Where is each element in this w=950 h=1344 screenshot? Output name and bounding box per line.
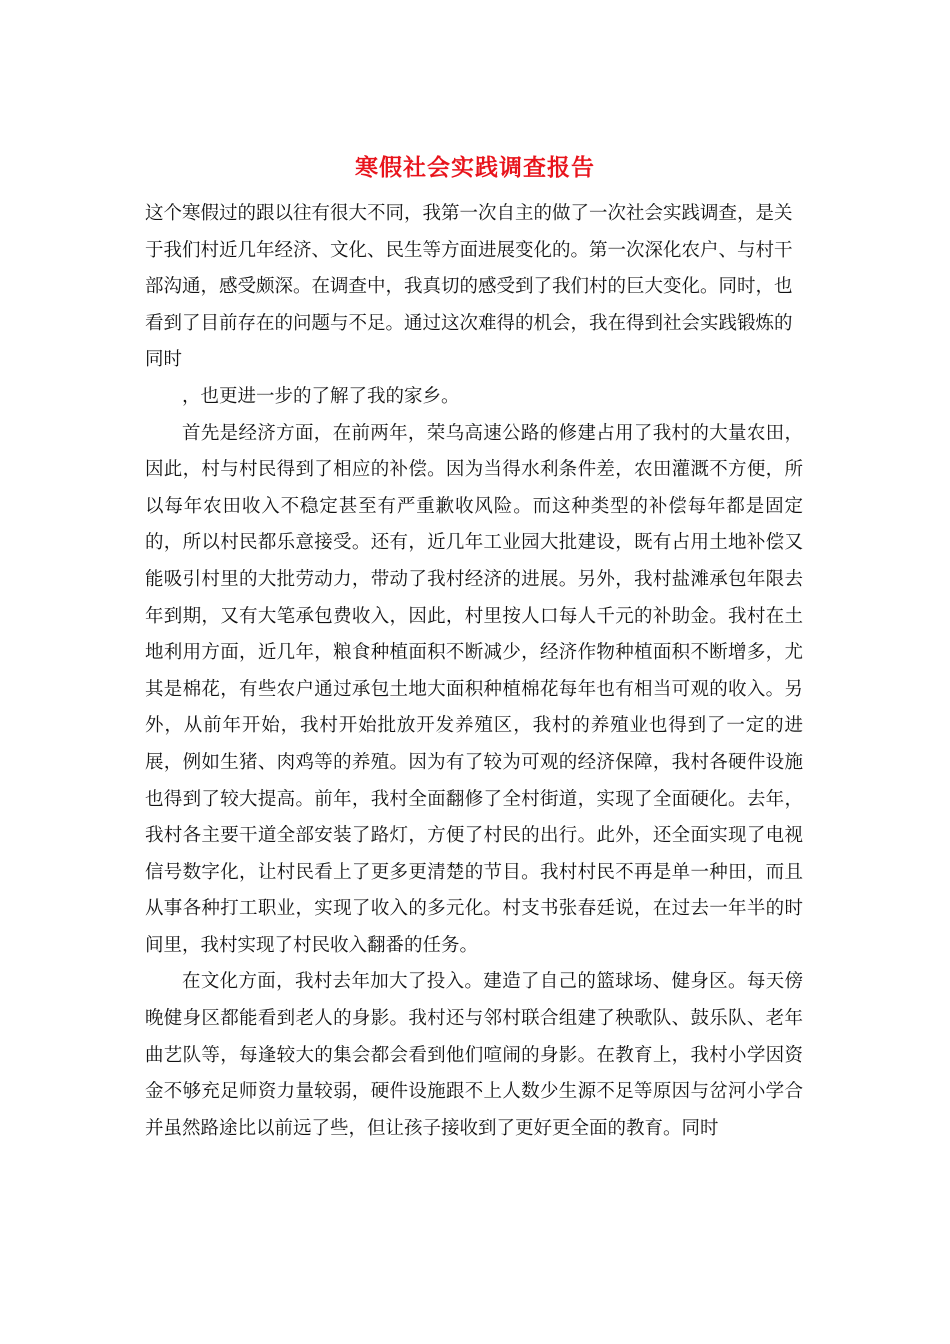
paragraph-economy: 首先是经济方面，在前两年，荣乌高速公路的修建占用了我村的大量农田，因此，村与村民得到了相应的补偿。因为当得水利条件差，农田灌溉不方便，所以每年农田收入不稳定甚至有严重歉收风险。而这种类型的补偿每年都是固定的，所以村民都乐意接受。还有，近几年工业园大批建设，既有占用土地补偿又能吸引村里的大批劳动力，带动了我村经济的进展。另外，我村盐滩承包年限去年到期，又有大笔承包费收入，因此，村里按人口每人千元的补助金。我村在土地利用方面，近几年，粮食种植面积不断减少，经济作物种植面积不断增多，尤其是棉花，有些农户通过承包土地大面积种植棉花每年也有相当可观的收入。另外，从前年开始，我村开始批放开发养殖区，我村的养殖业也得到了一定的进展，例如生猪、肉鸡等的养殖。因为有了较为可观的经济保障，我村各硬件设施也得到了较大提高。前年，我村全面翻修了全村街道，实现了全面硬化。去年，我村各主要干道全部安装了路灯，方便了村民的出行。此外，还全面实现了电视信号数字化，让村民看上了更多更清楚的节目。我村村民不再是单一种田，而且从事各种打工职业，实现了收入的多元化。村支书张春廷说，在过去一年半的时间里，我村实现了村民收入翻番的任务。 <box>145 422 803 956</box>
paragraph-intro-continued: ，也更进一步的了解了我的家乡。 <box>182 385 460 407</box>
document-title: 寒假社会实践调查报告 <box>355 154 595 181</box>
paragraph-intro: 这个寒假过的跟以往有很大不同，我第一次自主的做了一次社会实践调查，是关于我们村近几年经济、文化、民生等方面进展变化的。第一次深化农户、与村干部沟通，感受颇深。在调查中，我真切的感受到了我们村的巨大变化。同时，也看到了目前存在的问题与不足。通过这次难得的机会，我在得到社会实践锻炼的同时 <box>145 203 793 371</box>
paragraph-culture: 在文化方面，我村去年加大了投入。建造了自己的篮球场、健身区。每天傍晚健身区都能看到老人的身影。我村还与邻村联合组建了秧歌队、鼓乐队、老年曲艺队等，每逢较大的集会都会看到他们喧闹的身影。在教育上，我村小学因资金不够充足师资力量较弱，硬件设施跟不上人数少生源不足等原因与岔河小学合并虽然路途比以前远了些，但让孩子接收到了更好更全面的教育。同时 <box>145 971 803 1139</box>
document-body <box>145 196 803 1147</box>
